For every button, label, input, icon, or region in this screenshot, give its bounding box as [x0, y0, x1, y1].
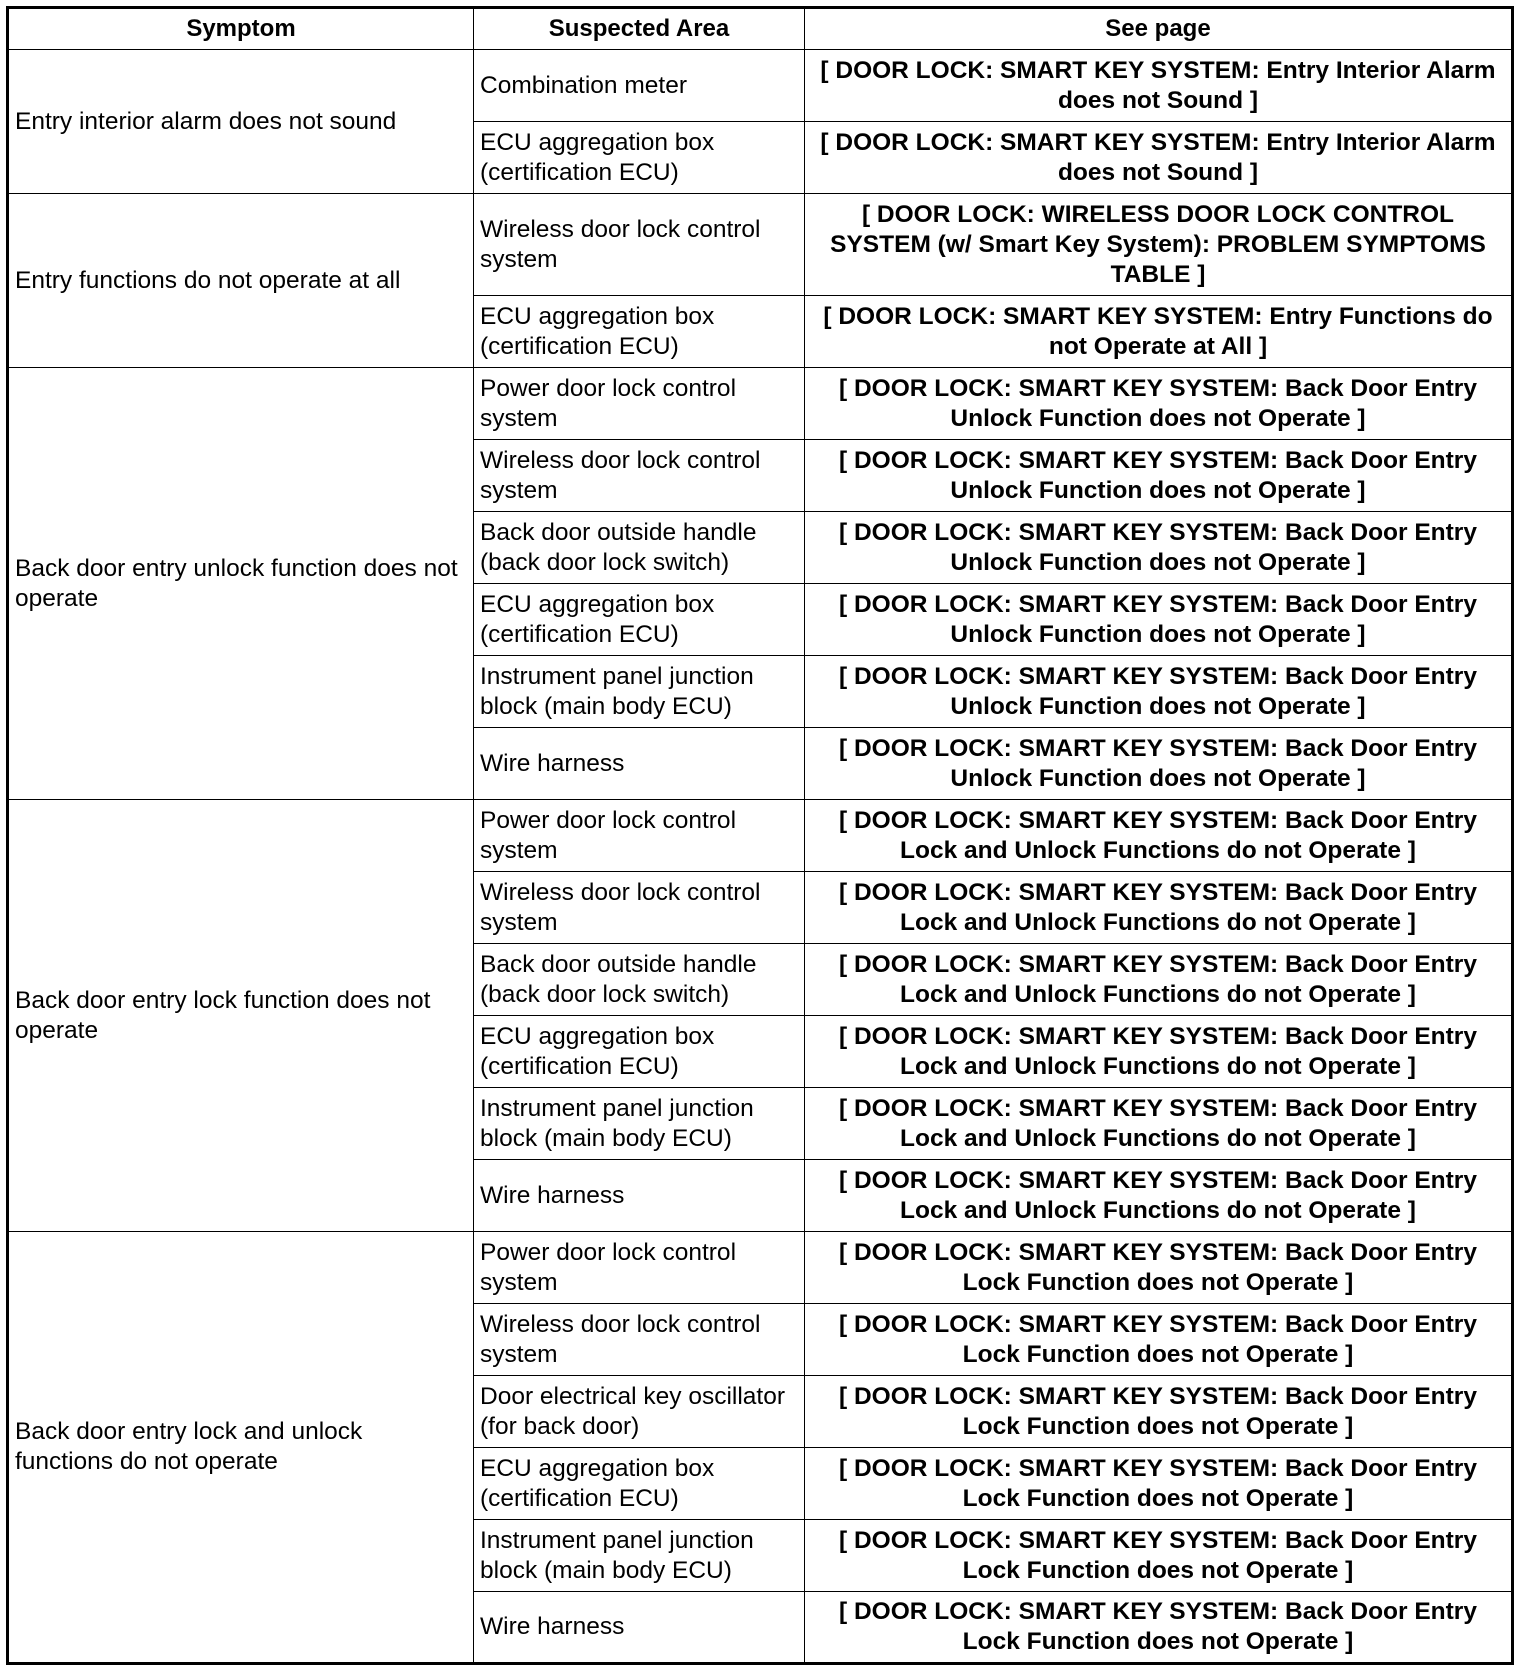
suspected-area-cell: Back door outside handle (back door lock switch)	[474, 944, 805, 1016]
suspected-area-cell: Instrument panel junction block (main body ECU)	[474, 656, 805, 728]
suspected-area-cell: Power door lock control system	[474, 800, 805, 872]
suspected-area-cell: Wire harness	[474, 1592, 805, 1664]
suspected-area-cell: ECU aggregation box (certification ECU)	[474, 296, 805, 368]
suspected-area-cell: Door electrical key oscillator (for back door)	[474, 1376, 805, 1448]
see-page-link[interactable]: [ DOOR LOCK: SMART KEY SYSTEM: Back Door Entry Lock Function does not Operate ]	[805, 1304, 1513, 1376]
suspected-area-cell: Wire harness	[474, 728, 805, 800]
suspected-area-cell: Combination meter	[474, 50, 805, 122]
see-page-link[interactable]: [ DOOR LOCK: SMART KEY SYSTEM: Entry Interior Alarm does not Sound ]	[805, 50, 1513, 122]
suspected-area-cell: Wireless door lock control system	[474, 194, 805, 296]
see-page-link[interactable]: [ DOOR LOCK: SMART KEY SYSTEM: Back Door Entry Unlock Function does not Operate ]	[805, 512, 1513, 584]
see-page-link[interactable]: [ DOOR LOCK: SMART KEY SYSTEM: Back Door Entry Unlock Function does not Operate ]	[805, 368, 1513, 440]
see-page-link[interactable]: [ DOOR LOCK: SMART KEY SYSTEM: Back Door Entry Unlock Function does not Operate ]	[805, 440, 1513, 512]
header-see-page: See page	[805, 8, 1513, 50]
see-page-link[interactable]: [ DOOR LOCK: SMART KEY SYSTEM: Back Door Entry Unlock Function does not Operate ]	[805, 584, 1513, 656]
header-symptom: Symptom	[8, 8, 474, 50]
see-page-link[interactable]: [ DOOR LOCK: SMART KEY SYSTEM: Back Door Entry Lock and Unlock Functions do not Operate ]	[805, 1088, 1513, 1160]
see-page-link[interactable]: [ DOOR LOCK: SMART KEY SYSTEM: Back Door Entry Lock and Unlock Functions do not Operate ]	[805, 1016, 1513, 1088]
suspected-area-cell: ECU aggregation box (certification ECU)	[474, 1448, 805, 1520]
table-row	[8, 1232, 1513, 1304]
see-page-link[interactable]: [ DOOR LOCK: SMART KEY SYSTEM: Back Door Entry Lock Function does not Operate ]	[805, 1448, 1513, 1520]
see-page-link[interactable]: [ DOOR LOCK: SMART KEY SYSTEM: Back Door Entry Lock and Unlock Functions do not Operate ]	[805, 1160, 1513, 1232]
table-row	[8, 194, 1513, 296]
symptom-cell: Back door entry unlock function does not operate	[8, 368, 474, 800]
header-suspected-area: Suspected Area	[474, 8, 805, 50]
see-page-link[interactable]: [ DOOR LOCK: SMART KEY SYSTEM: Back Door Entry Lock and Unlock Functions do not Operate ]	[805, 800, 1513, 872]
suspected-area-cell: ECU aggregation box (certification ECU)	[474, 122, 805, 194]
suspected-area-cell: Power door lock control system	[474, 1232, 805, 1304]
see-page-link[interactable]: [ DOOR LOCK: SMART KEY SYSTEM: Back Door Entry Lock and Unlock Functions do not Operate ]	[805, 944, 1513, 1016]
problem-symptoms-table	[6, 6, 1514, 1665]
see-page-link[interactable]: [ DOOR LOCK: SMART KEY SYSTEM: Back Door Entry Lock Function does not Operate ]	[805, 1520, 1513, 1592]
suspected-area-cell: Wireless door lock control system	[474, 1304, 805, 1376]
see-page-link[interactable]: [ DOOR LOCK: SMART KEY SYSTEM: Back Door Entry Lock Function does not Operate ]	[805, 1592, 1513, 1664]
see-page-link[interactable]: [ DOOR LOCK: SMART KEY SYSTEM: Back Door Entry Lock Function does not Operate ]	[805, 1232, 1513, 1304]
symptom-cell: Entry interior alarm does not sound	[8, 50, 474, 194]
symptom-cell: Back door entry lock and unlock functions do not operate	[8, 1232, 474, 1664]
problem-symptoms-table-sheet	[6, 6, 1511, 1665]
table-row	[8, 50, 1513, 122]
see-page-link[interactable]: [ DOOR LOCK: SMART KEY SYSTEM: Back Door Entry Unlock Function does not Operate ]	[805, 728, 1513, 800]
suspected-area-cell: ECU aggregation box (certification ECU)	[474, 584, 805, 656]
see-page-link[interactable]: [ DOOR LOCK: WIRELESS DOOR LOCK CONTROL SYSTEM (w/ Smart Key System): PROBLEM SYMPTOMS TABLE ]	[805, 194, 1513, 296]
suspected-area-cell: Power door lock control system	[474, 368, 805, 440]
see-page-link[interactable]: [ DOOR LOCK: SMART KEY SYSTEM: Entry Functions do not Operate at All ]	[805, 296, 1513, 368]
symptom-cell: Back door entry lock function does not operate	[8, 800, 474, 1232]
suspected-area-cell: ECU aggregation box (certification ECU)	[474, 1016, 805, 1088]
see-page-link[interactable]: [ DOOR LOCK: SMART KEY SYSTEM: Back Door Entry Unlock Function does not Operate ]	[805, 656, 1513, 728]
see-page-link[interactable]: [ DOOR LOCK: SMART KEY SYSTEM: Entry Interior Alarm does not Sound ]	[805, 122, 1513, 194]
suspected-area-cell: Wire harness	[474, 1160, 805, 1232]
see-page-link[interactable]: [ DOOR LOCK: SMART KEY SYSTEM: Back Door Entry Lock Function does not Operate ]	[805, 1376, 1513, 1448]
suspected-area-cell: Back door outside handle (back door lock switch)	[474, 512, 805, 584]
header-row	[8, 8, 1513, 50]
suspected-area-cell: Instrument panel junction block (main body ECU)	[474, 1088, 805, 1160]
suspected-area-cell: Wireless door lock control system	[474, 440, 805, 512]
see-page-link[interactable]: [ DOOR LOCK: SMART KEY SYSTEM: Back Door Entry Lock and Unlock Functions do not Operate ]	[805, 872, 1513, 944]
suspected-area-cell: Wireless door lock control system	[474, 872, 805, 944]
table-row	[8, 368, 1513, 440]
table-row	[8, 800, 1513, 872]
symptom-cell: Entry functions do not operate at all	[8, 194, 474, 368]
suspected-area-cell: Instrument panel junction block (main body ECU)	[474, 1520, 805, 1592]
